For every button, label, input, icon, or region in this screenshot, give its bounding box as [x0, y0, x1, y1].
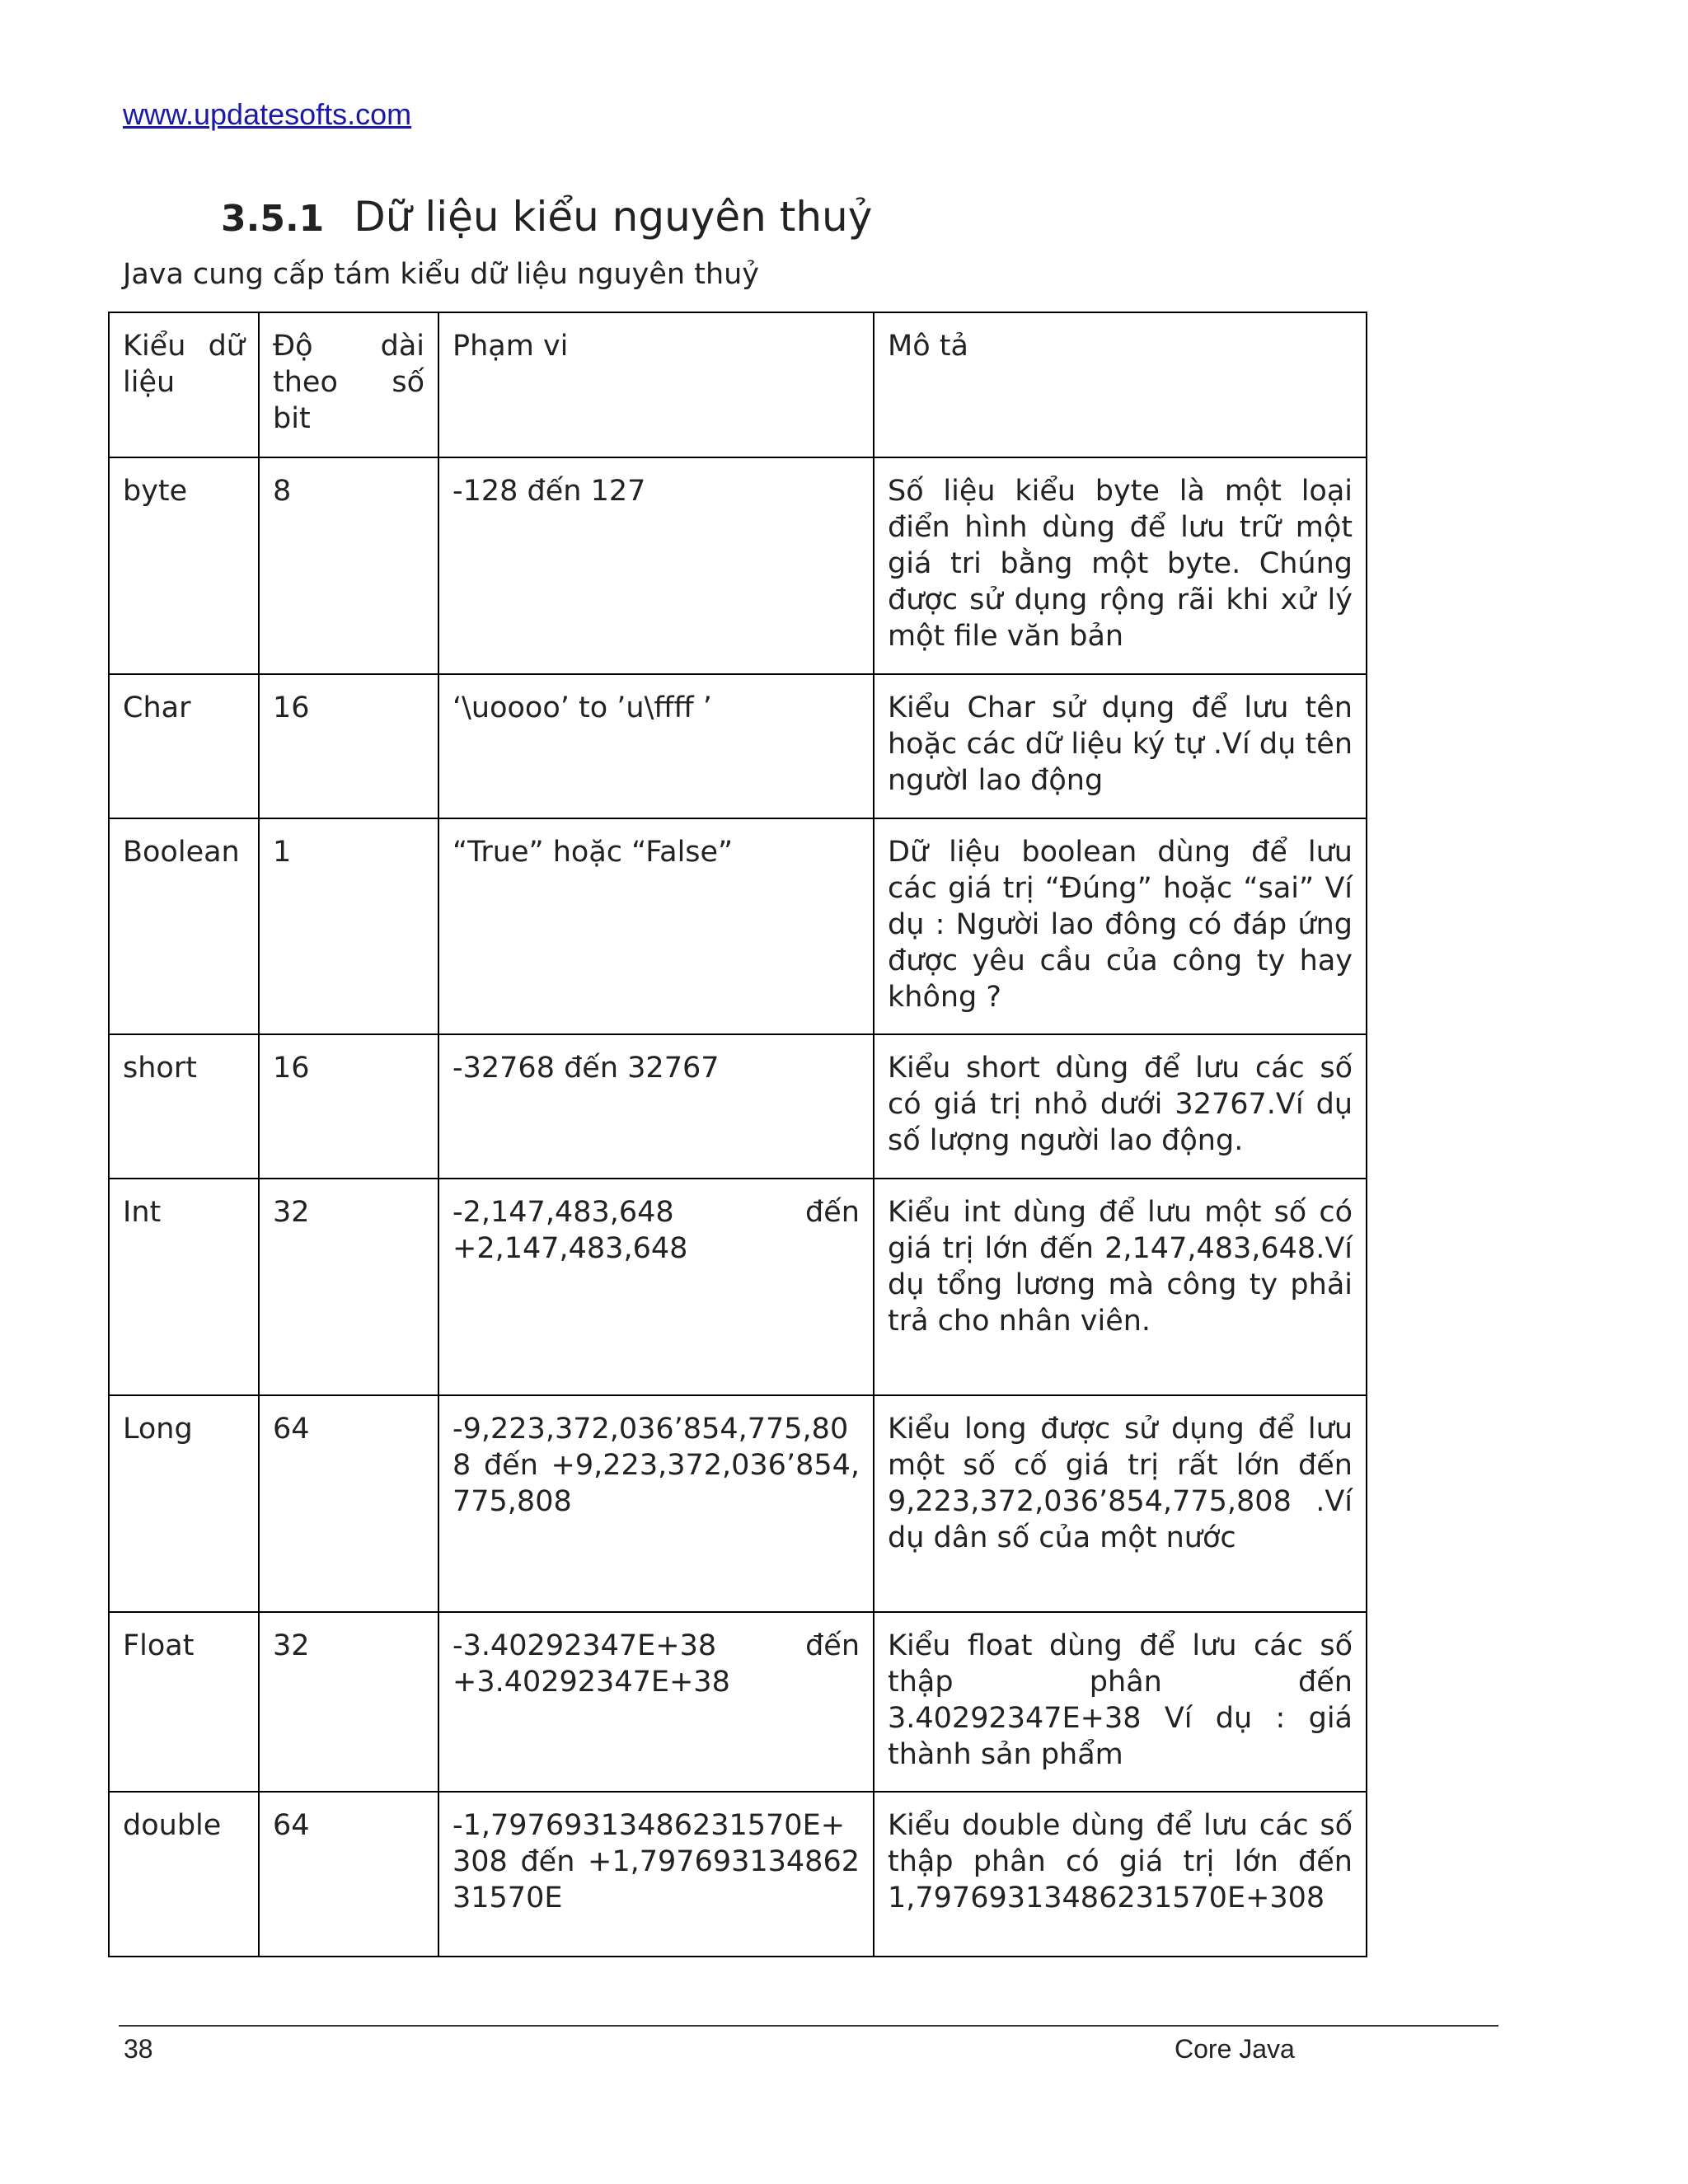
header-description: Mô tả — [874, 312, 1367, 457]
range-cell: -9,223,372,036’854,775,808 đến +9,223,372,036’854,775,808 — [438, 1395, 874, 1612]
table-row — [109, 1179, 1367, 1395]
range-cell: -1,79769313486231570E+308 đến +1,79769313486231570E — [438, 1792, 874, 1957]
range-cell: ‘\uoooo’ to ’u\ffff ’ — [438, 674, 874, 818]
description-cell: Kiểu Char sử dụng để lưu tên hoặc các dữ liệu ký tự .Ví dụ tên ngườI lao động — [874, 674, 1367, 818]
description-cell: Số liệu kiểu byte là một loại điển hình dùng để lưu trữ một giá tri bằng một byte. Chúng được sử dụng rộng rãi khi xử lý một file văn bản — [874, 457, 1367, 674]
description-cell: Kiểu int dùng để lưu một số có giá trị lớn đến 2,147,483,648.Ví dụ tổng lương mà công ty phải trả cho nhân viên. — [874, 1179, 1367, 1395]
type-cell: Long — [109, 1395, 259, 1612]
footer-divider — [119, 2025, 1498, 2027]
range-cell: “True” hoặc “False” — [438, 818, 874, 1034]
table-header-row — [109, 312, 1367, 457]
table-row — [109, 1034, 1367, 1179]
bits-cell: 64 — [259, 1792, 438, 1957]
type-cell: short — [109, 1034, 259, 1179]
table-row — [109, 674, 1367, 818]
type-cell: byte — [109, 457, 259, 674]
description-cell: Kiểu short dùng để lưu các số có giá trị nhỏ dưới 32767.Ví dụ số lượng người lao động. — [874, 1034, 1367, 1179]
intro-text: Java cung cấp tám kiểu dữ liệu nguyên thuỷ — [123, 258, 760, 291]
type-cell: Char — [109, 674, 259, 818]
bits-cell: 8 — [259, 457, 438, 674]
header-bits: Độ dài theo số bit — [259, 312, 438, 457]
range-cell: -3.40292347E+38 đến +3.40292347E+38 — [438, 1612, 874, 1792]
footer-title: Core Java — [1175, 2034, 1295, 2064]
section-heading — [221, 193, 872, 241]
table-row — [109, 1612, 1367, 1792]
bits-cell: 64 — [259, 1395, 438, 1612]
page-number: 38 — [124, 2034, 153, 2064]
table-row — [109, 818, 1367, 1034]
range-cell: -128 đến 127 — [438, 457, 874, 674]
description-cell: Dữ liệu boolean dùng để lưu các giá trị “Đúng” hoặc “sai” Ví dụ : Người lao đông có đáp ứng được yêu cầu của công ty hay không ? — [874, 818, 1367, 1034]
description-cell: Kiểu double dùng để lưu các số thập phân có giá trị lớn đến 1,79769313486231570E+308 — [874, 1792, 1367, 1957]
bits-cell: 16 — [259, 1034, 438, 1179]
bits-cell: 32 — [259, 1612, 438, 1792]
table-row — [109, 457, 1367, 674]
range-cell: -2,147,483,648 đến +2,147,483,648 — [438, 1179, 874, 1395]
range-cell: -32768 đến 32767 — [438, 1034, 874, 1179]
type-cell: Boolean — [109, 818, 259, 1034]
primitive-types-table — [108, 312, 1367, 1957]
header-range: Phạm vi — [438, 312, 874, 457]
table-row — [109, 1792, 1367, 1957]
description-cell: Kiểu float dùng để lưu các số thập phân đến 3.40292347E+38 Ví dụ : giá thành sản phẩm — [874, 1612, 1367, 1792]
site-link[interactable]: www.updatesofts.com — [123, 97, 412, 131]
type-cell: Float — [109, 1612, 259, 1792]
section-title: Dữ liệu kiểu nguyên thuỷ — [354, 193, 873, 241]
type-cell: double — [109, 1792, 259, 1957]
bits-cell: 32 — [259, 1179, 438, 1395]
table-row — [109, 1395, 1367, 1612]
section-number: 3.5.1 — [221, 198, 325, 240]
header-type: Kiểu dữ liệu — [109, 312, 259, 457]
description-cell: Kiểu long được sử dụng để lưu một số cố giá trị rất lớn đến 9,223,372,036’854,775,808 .Ví dụ dân số của một nước — [874, 1395, 1367, 1612]
bits-cell: 16 — [259, 674, 438, 818]
type-cell: Int — [109, 1179, 259, 1395]
bits-cell: 1 — [259, 818, 438, 1034]
